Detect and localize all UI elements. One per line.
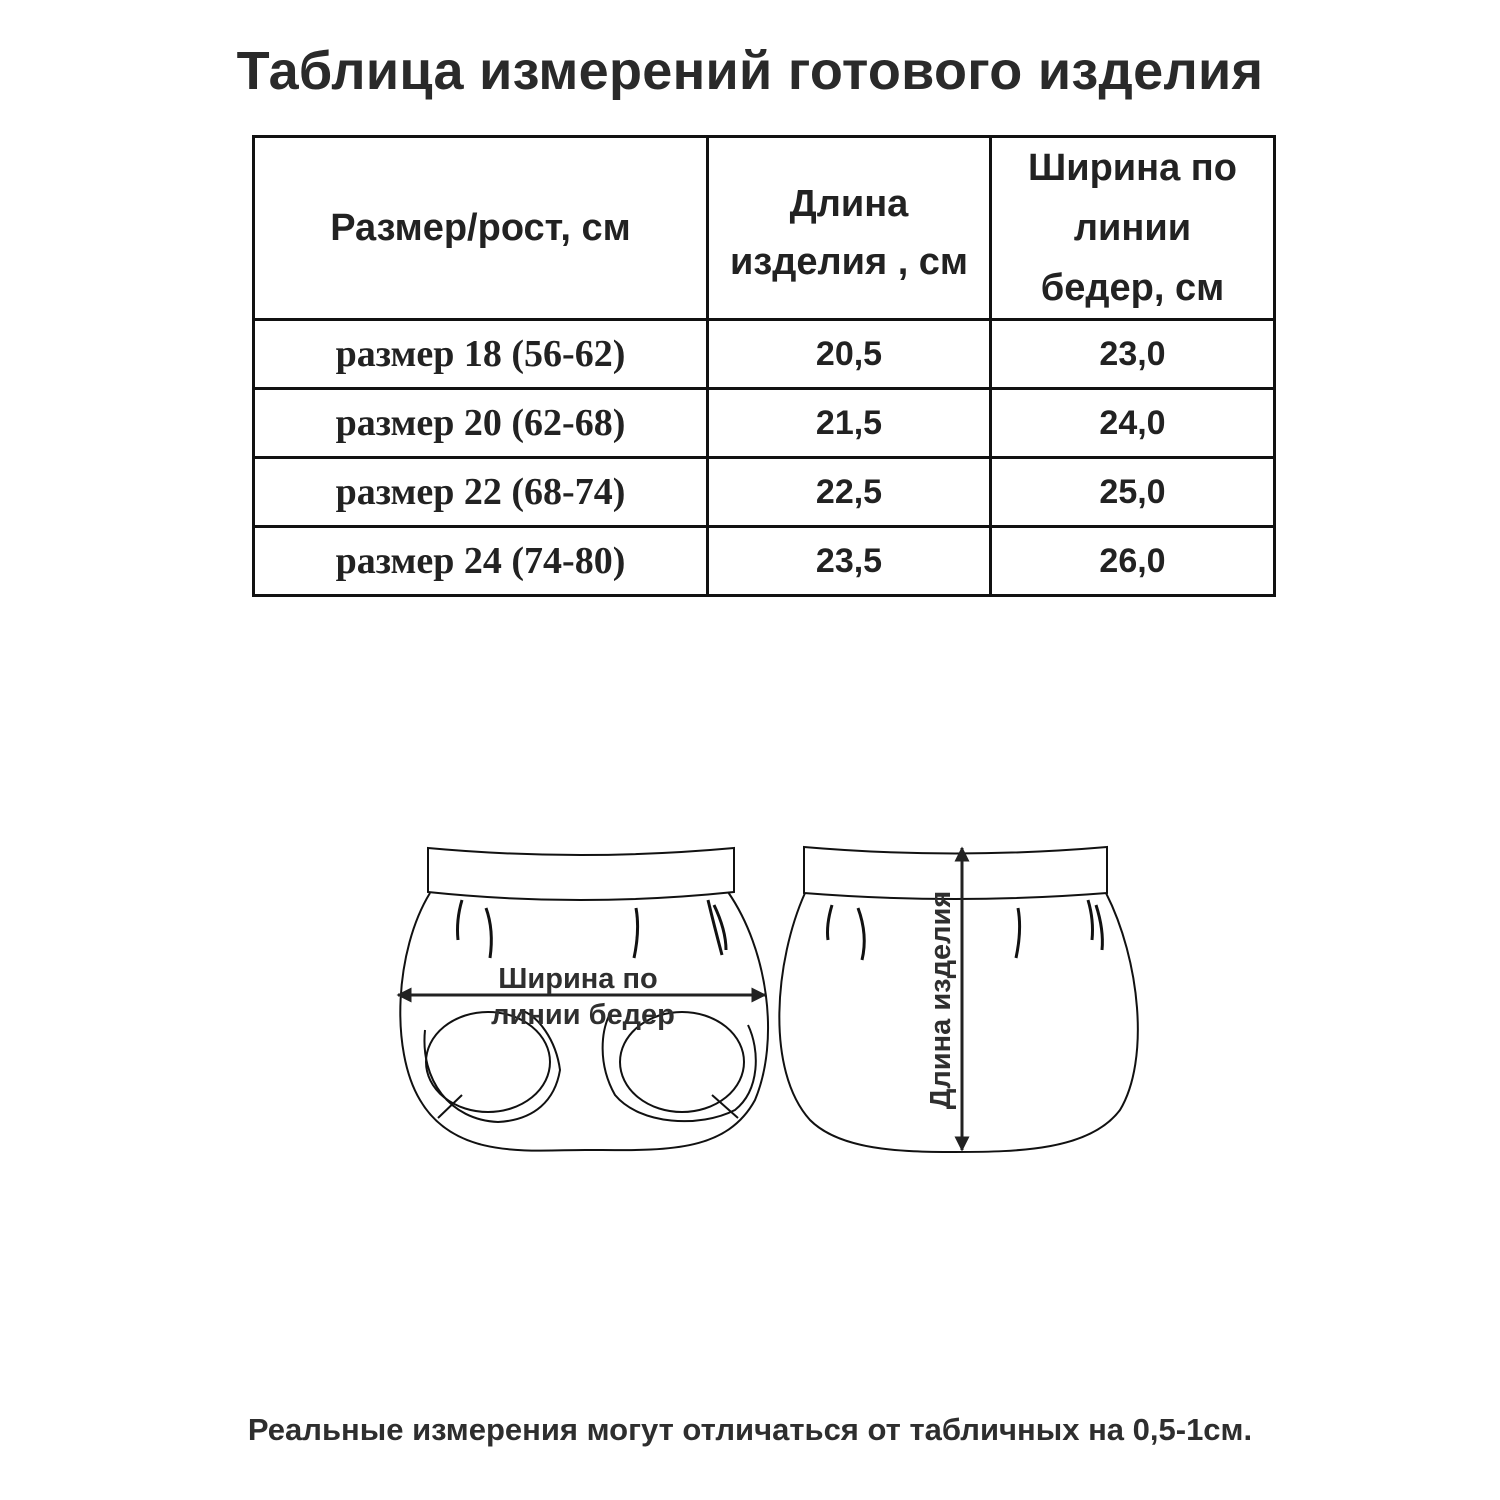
length-cell: 22,5 — [708, 458, 991, 527]
header-length-line1: Длина — [789, 183, 909, 225]
front-waistband — [428, 848, 734, 900]
length-cell: 21,5 — [708, 389, 991, 458]
back-view-drawing — [779, 847, 1137, 1152]
header-width-line3: бедер, см — [1040, 267, 1225, 309]
size-cell: размер 24 (74-80) — [254, 527, 708, 596]
page-title: Таблица измерений готового изделия — [236, 41, 1264, 101]
size-cell: размер 22 (68-74) — [254, 458, 708, 527]
width-cell: 25,0 — [991, 458, 1275, 527]
back-body-outline — [779, 890, 1137, 1152]
footnote: Реальные измерения могут отличаться от табличных на 0,5-1см. — [247, 1412, 1253, 1447]
header-width-line1: Ширина по — [1028, 147, 1237, 189]
width-cell: 26,0 — [991, 527, 1275, 596]
header-width-line2: линии — [1073, 207, 1192, 249]
length-cell: 23,5 — [708, 527, 991, 596]
back-gathers — [828, 900, 1103, 960]
width-label-line2: линии бедер — [491, 999, 675, 1031]
header-length-line2: изделия , см — [729, 241, 969, 283]
size-cell: размер 20 (62-68) — [254, 389, 708, 458]
header-size-label: Размер/рост, см — [330, 207, 631, 249]
front-gathers — [458, 900, 727, 958]
length-label: Длина изделия — [925, 890, 957, 1110]
width-label-line1: Ширина по — [498, 963, 658, 995]
width-cell: 23,0 — [991, 320, 1275, 389]
width-cell: 24,0 — [991, 389, 1275, 458]
size-cell: размер 18 (56-62) — [254, 320, 708, 389]
length-cell: 20,5 — [708, 320, 991, 389]
